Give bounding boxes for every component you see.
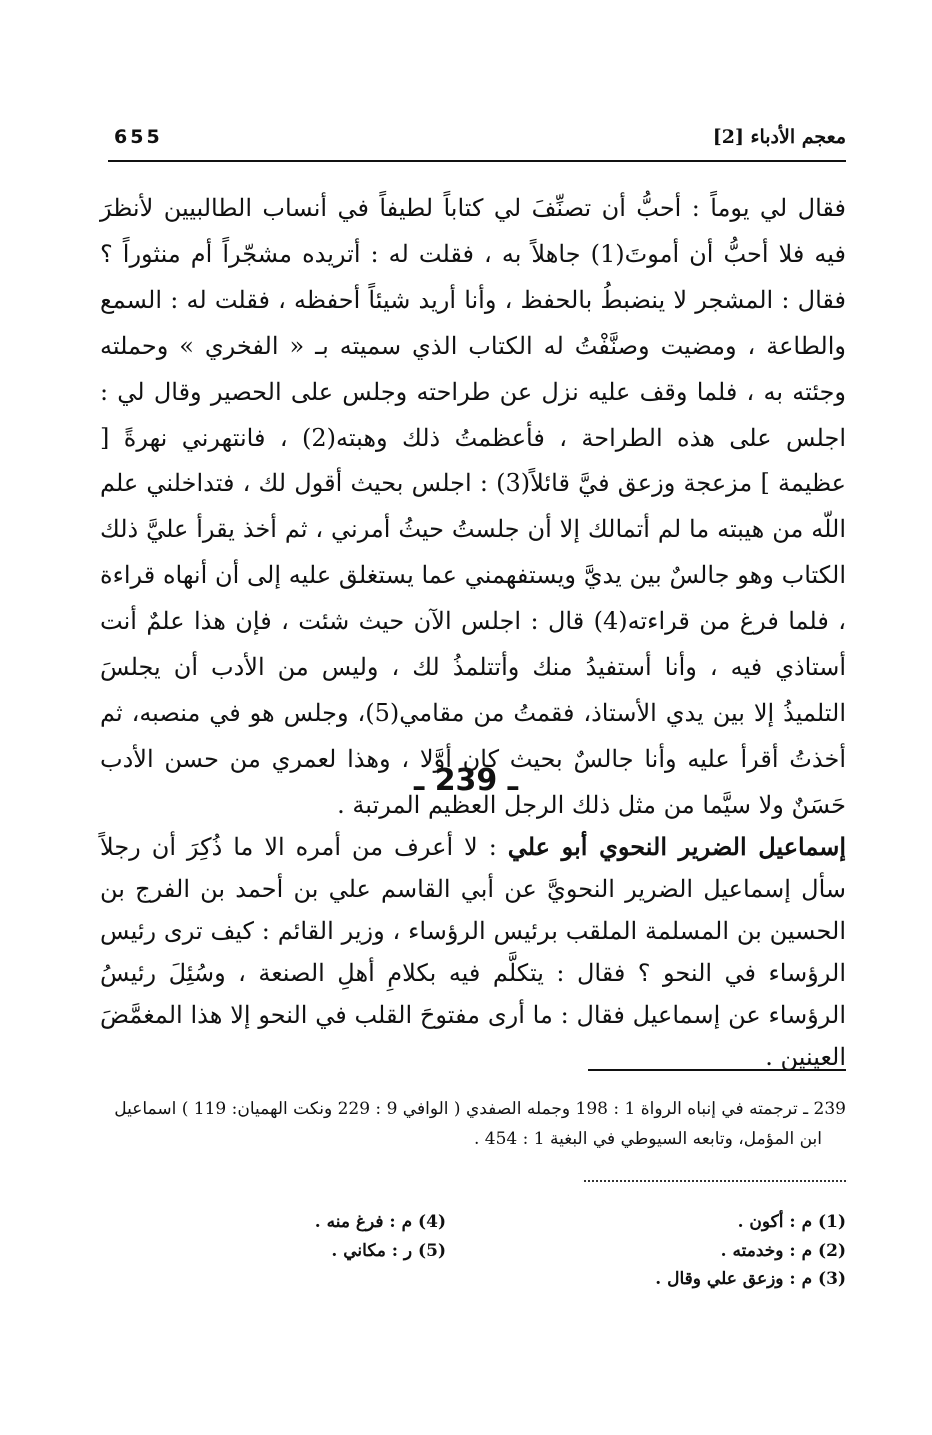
footnote-2: (2) م : وخدمته .: [720, 1240, 846, 1261]
footnote-3: (3) م : وزعق علي وقال .: [655, 1269, 846, 1289]
dotted-separator: [584, 1180, 846, 1182]
entry-paragraph: [100, 826, 846, 1078]
body-paragraph: فقال لي يوماً : أحبُّ أن تصنِّفَ لي كتاباً لطيفاً في أنساب الطالبيين لأنظرَ فيه فلا أحبُّ أن أموتَ(1) جاهلاً به ، فقلت له : أتريده مشجّراً أم منثوراً ؟ فقال : المشجر لا ينضبطُ بالحفظ ، وأنا أريد شيئاً أحفظه ، فقلت له : السمع والطاعة ، ومضيت وصنَّفْتُ له الكتاب الذي سميته بـ « الفخري » وحملته وجئته به ، فلما وقف عليه نزل عن طراحته وجلس على الحصير وقال لي : اجلس على هذه الطراحة ، فأعظمتُ ذلك وهبته(2) ، فانتهرني نهرةً [ عظيمة ] مزعجة وزعق فيَّ قائلاً(3) : اجلس بحيث أقول لك ، فتداخلني علم اللّه من هيبته ما لم أتمالك إلا أن جلستُ حيثُ أمرني ، ثم أخذ يقرأ عليَّ ذلك الكتاب وهو جالسٌ بين يديَّ ويستفهمني عما يستغلق عليه إلى أن أنهاه قراءة ، فلما فرغ من قراءته(4) قال : اجلس الآن حيث شئت ، فإن هذا علمٌ أنت أستاذي فيه ، وأنا أستفيدُ منك وأتتلمذُ لك ، وليس من الأدب أن يجلسَ التلميذُ إلا بين يدي الأستاذ، فقمتُ من مقامي(5)، وجلس هو في منصبه، ثم أخذتُ أقرأ عليه وأنا جالسٌ بحيث كان أوَّلا ، وهذا لعمري من حسن الأدب حَسَنٌ ولا سيَّما من مثل ذلك الرجل العظيم المرتبة .: [100, 194, 846, 819]
page-number: 655: [114, 126, 163, 148]
footnotes-column-right: [516, 1208, 846, 1294]
footnote-separator: [588, 1069, 846, 1071]
entry-body: : لا أعرف من أمره الا ما ذُكِرَ أن رجلاً سأل إسماعيل الضرير النحويَّ عن أبي القاسم علي بن أحمد بن الفرج بن الحسين بن المسلمة الملقب برئيس الرؤساء ، وزير القائم : كيف ترى رئيس الرؤساء في النحو ؟ فقال : يتكلَّم فيه بكلامِ أهلِ الصنعة ، وسُئِلَ رئيسُ الرؤساء عن إسماعيل فقال : ما أرى مفتوحَ القلب في النحو إلا هذا المغمَّضَ العينين .: [100, 833, 846, 1071]
footnote-5: (5) ر : مكاني .: [331, 1240, 446, 1261]
footnote-4: (4) م : فرغ منه .: [314, 1212, 446, 1232]
entry-block: [100, 826, 846, 1078]
running-header: [108, 120, 846, 162]
entry-number: ـ 239 ـ: [413, 763, 519, 798]
reference-line-2: ابن المؤمل، وتابعه السيوطي في البغية 1 : 454 .: [473, 1129, 822, 1149]
reference-note: [100, 1094, 846, 1154]
reference-line-1: 239 ـ ترجمته في إنباه الرواة 1 : 198 وجمله الصفدي ( الوافي 9 : 229 ونكت الهميان: 119 ) اسماعيل: [114, 1099, 846, 1119]
footnote-1: (1) م : أكون .: [737, 1212, 846, 1232]
running-title: معجم الأدباء [2]: [712, 126, 846, 148]
main-text-block: [100, 186, 846, 829]
footnotes-column-left: [116, 1208, 446, 1265]
entry-name: إسماعيل الضرير النحوي أبو علي: [507, 832, 846, 861]
